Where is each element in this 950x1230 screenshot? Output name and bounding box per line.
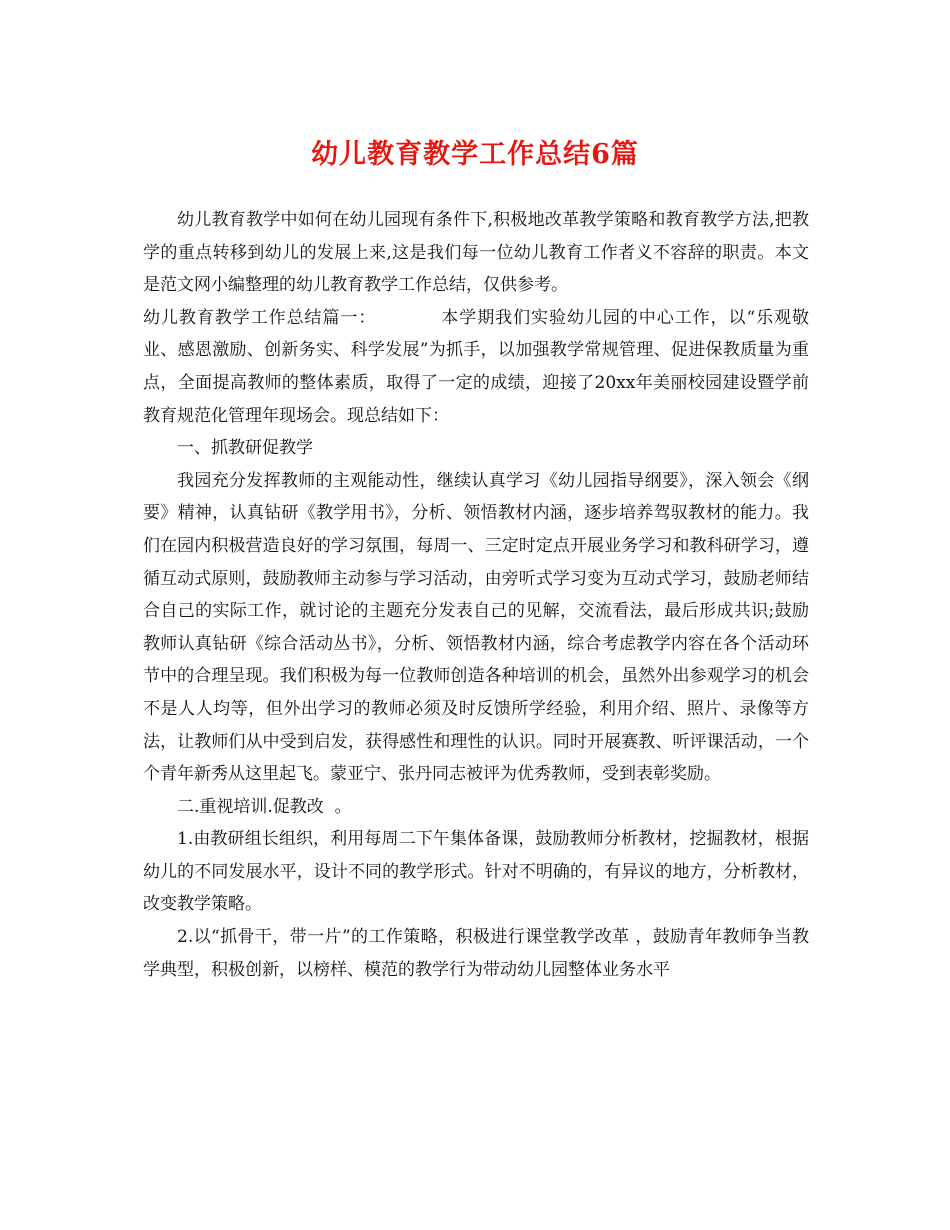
part1-heading: 幼儿教育教学工作总结篇一：	[143, 307, 377, 328]
section1-heading: 一、抓教研促教学	[177, 438, 313, 459]
section2-item2: 2.以“抓骨干，带一片”的工作策略，积极进行课堂教学改革 ，鼓励青年教师争当教学典型，积极创新，以榜样、模范的教学行为带动幼儿园整体业务水平	[143, 927, 809, 980]
intro-paragraph: 幼儿教育教学中如何在幼儿园现有条件下,积极地改革教学策略和教育教学方法,把教学的重点转移到幼儿的发展上来,这是我们每一位幼儿教育工作者义不容辞的职责。本文是范文网小编整理的幼儿教育教学工作总结，仅供参考。	[143, 210, 809, 296]
document-title: 幼儿教育教学工作总结6篇	[311, 139, 639, 170]
document-body	[143, 204, 809, 986]
section2-heading: 二.重视培训.促教改 。	[177, 796, 352, 817]
section1-paragraph: 我园充分发挥教师的主观能动性，继续认真学习《幼儿园指导纲要》，深入领会《纲要》精神，认真钻研《教学用书》，分析、领悟教材内涵，逐步培养驾驭教材的能力。我们在园内积极营造良好的学习氛围，每周一、三定时定点开展业务学习和教科研学习，遵循互动式原则，鼓励教师主动参与学习活动，由旁听式学习变为互动式学习，鼓励老师结合自己的实际工作，就讨论的主题充分发表自己的见解，交流看法，最后形成共识;鼓励教师认真钻研《综合活动丛书》，分析、领悟教材内涵，综合考虑教学内容在各个活动环节中的合理呈现。我们积极为每一位教师创造各种培训的机会，虽然外出参观学习的机会不是人人均等，但外出学习的教师必须及时反馈所学经验，利用介绍、照片、录像等方法，让教师们从中受到启发，获得感性和理性的认识。同时开展赛教、听评课活动，一个个青年新秀从这里起飞。蒙亚宁、张丹同志被评为优秀教师，受到表彰奖励。	[143, 470, 809, 785]
part1-text: 本学期我们实验幼儿园的中心工作，以“乐观敬业、感恩激励、创新务实、科学发展”为抓手，以加强教学常规管理、促进保教质量为重点，全面提高教师的整体素质，取得了一定的成绩，迎接了20xx年美丽校园建设暨学前教育规范化管理年现场会。现总结如下：	[143, 307, 809, 426]
part1-paragraph	[143, 302, 809, 432]
section2-item1: 1.由教研组长组织，利用每周二下午集体备课，鼓励教师分析教材，挖掘教材，根据幼儿的不同发展水平，设计不同的教学形式。针对不明确的，有异议的地方，分析教材，改变教学策略。	[143, 829, 809, 915]
